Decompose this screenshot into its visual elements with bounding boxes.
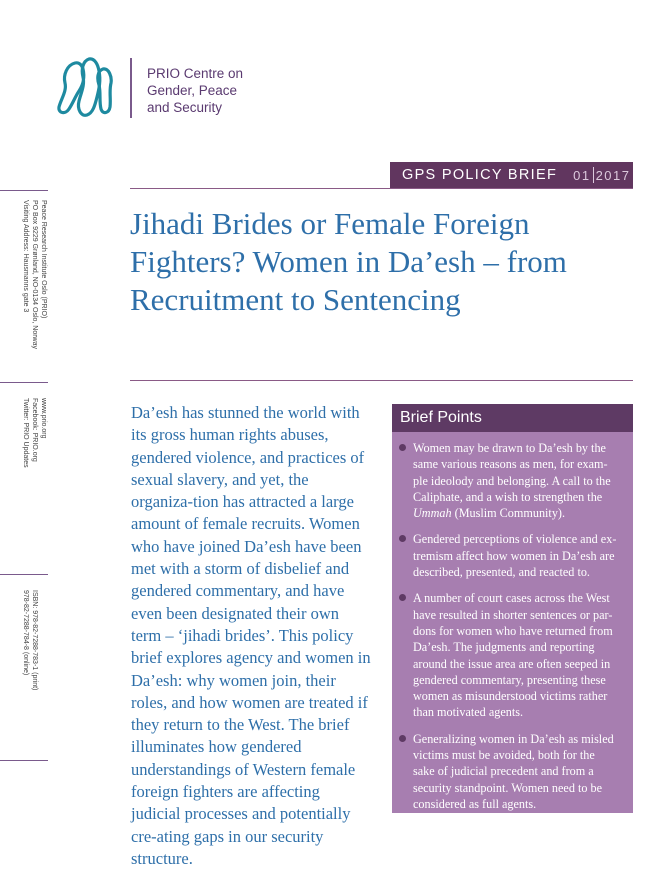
sidebar-divider	[0, 574, 48, 575]
brief-points-title: Brief Points	[400, 409, 482, 426]
brief-point-text: A number of court cases across the West have resulted in shorter sentences or par-dons for women who have returned from Da’esh. The judgments and reporting around the issue area are often seeped in gendered commentary, presenting these women as misunderstood victims rather than motivated agents.	[413, 591, 613, 720]
sidebar-links	[21, 398, 48, 508]
brief-point	[392, 731, 633, 812]
header-divider	[130, 58, 132, 118]
brief-point-text: Women may be drawn to Da’esh by the same various reasons as men, for exam-ple ideolody and belonging. A call to the Caliphate, and a wish to strengthen the	[413, 441, 611, 504]
org-line: PRIO Centre on	[147, 66, 244, 81]
sidebar-divider	[0, 190, 48, 191]
issue-separator	[593, 167, 594, 183]
policy-brief-label: GPS POLICY BRIEF	[402, 167, 558, 183]
org-line: and Security	[147, 100, 223, 115]
prio-gps-logo-icon	[55, 55, 113, 121]
issue-number	[573, 167, 630, 183]
introduction-text: Da’esh has stunned the world with its gross human rights abuses, gendered violence, and practices of sexual slavery, and yet, the organiza-tion has attracted a large amount of female recruits. Women who have joined Da’esh have been met with a storm of disbelief and gendered commentary, and have even been designated their own term – ‘jihadi brides’. This policy brief explores agency and women in Da’esh: why women join, their roles, and how women are treated if they return to the West. The brief illuminates how gendered understandings of Western female foreign fighters are affecting judicial processes and potentially cre-ating gaps in our security structure.	[131, 403, 371, 868]
brief-point	[392, 590, 633, 720]
brief-point-emphasis: Ummah	[413, 506, 452, 521]
sidebar-isbn	[21, 590, 39, 730]
twitter-link[interactable]: Twitter: PRIO Updates	[22, 398, 29, 468]
sidebar-divider	[0, 760, 48, 761]
brief-points-list	[392, 440, 633, 822]
bullet-icon	[399, 535, 406, 542]
issue-number-value: 01	[573, 168, 591, 183]
bullet-icon	[399, 444, 406, 451]
organization-name	[147, 65, 307, 116]
issue-year: 2017	[595, 168, 631, 183]
website-link[interactable]: www.prio.org	[40, 398, 47, 439]
sidebar-address	[21, 200, 48, 390]
document-title: Jihadi Brides or Female Foreign Fighters? Women in Da’esh – from Recruitment to Sentencing	[130, 206, 567, 317]
address-line: PO Box 9229 Grønland, NO-0134 Oslo, Norway	[31, 200, 38, 350]
address-line: Peace Research Institute Oslo (PRIO)	[40, 200, 47, 319]
brief-point-text: Gendered perceptions of violence and ex-tremism affect how women in Da’esh are described, presented, and reacted to.	[413, 532, 617, 580]
brief-point	[392, 440, 633, 521]
brief-point	[392, 531, 633, 580]
brief-point-text: Generalizing women in Da’esh as misled victims must be avoided, both for the sake of judicial precedent and from a security standpoint. Women need to be considered as full agents.	[413, 731, 614, 811]
top-divider	[130, 188, 633, 189]
brief-points-header	[392, 404, 633, 432]
bullet-icon	[399, 594, 406, 601]
title-divider	[130, 380, 633, 381]
brief-points-box	[392, 432, 633, 813]
brief-point-text-end: (Muslim Community).	[451, 506, 566, 521]
sidebar-divider	[0, 382, 48, 383]
address-line: Visiting Address: Hausmanns gate 3	[22, 200, 29, 313]
policy-brief-bar	[390, 162, 633, 188]
isbn-print: ISBN: 978-82-7288-783-1 (print)	[31, 590, 38, 691]
org-line: Gender, Peace	[147, 83, 238, 98]
isbn-online: 978-82-7288-784-8 (online)	[22, 590, 29, 676]
facebook-link[interactable]: Facebook: PRIO.org	[31, 398, 38, 462]
bullet-icon	[399, 735, 406, 742]
